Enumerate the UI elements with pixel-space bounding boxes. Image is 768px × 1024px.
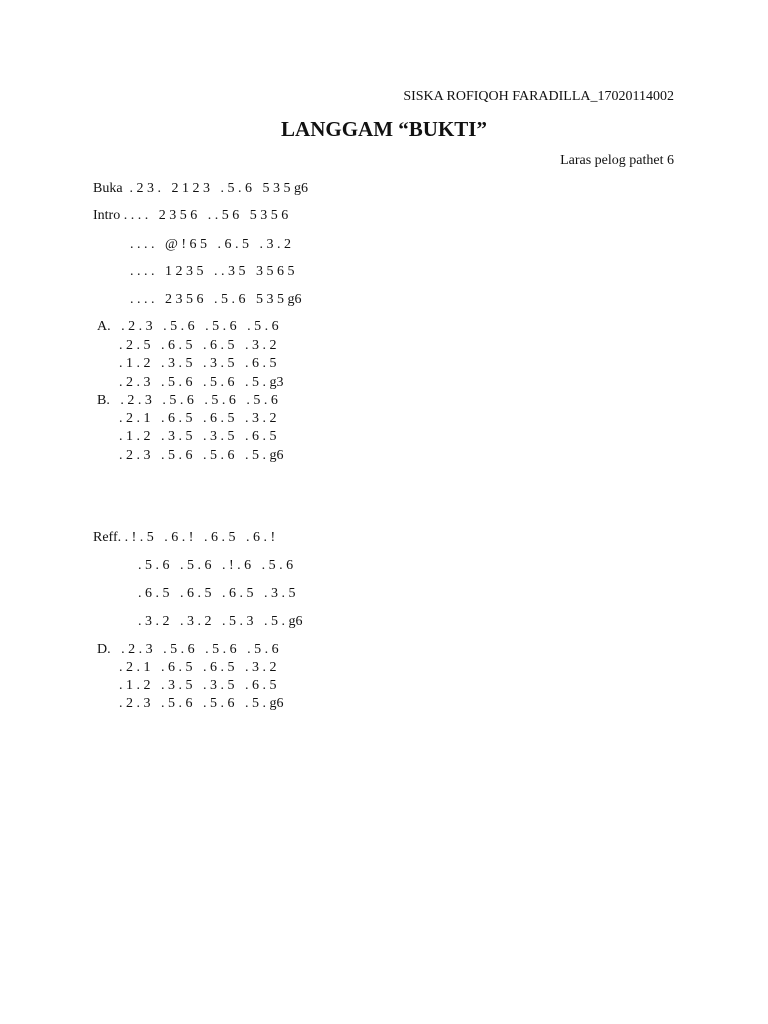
section-d-line-1: D. . 2 . 3 . 5 . 6 . 5 . 6 . 5 . 6: [97, 642, 279, 657]
section-d-line-3: . 1 . 2 . 3 . 5 . 3 . 5 . 6 . 5: [119, 678, 277, 693]
section-a-line-2: . 2 . 5 . 6 . 5 . 6 . 5 . 3 . 2: [119, 338, 277, 353]
section-b-line-4: . 2 . 3 . 5 . 6 . 5 . 6 . 5 . g6: [119, 448, 284, 463]
intro-line-1: Intro . . . . 2 3 5 6 . . 5 6 5 3 5 6: [93, 208, 289, 223]
song-title: LANGGAM “BUKTI”: [281, 117, 487, 141]
reff-line-2: . 5 . 6 . 5 . 6 . ! . 6 . 5 . 6: [138, 558, 294, 573]
tuning-subtitle: Laras pelog pathet 6: [560, 153, 674, 168]
section-a-line-4: . 2 . 3 . 5 . 6 . 5 . 6 . 5 . g3: [119, 375, 284, 390]
buka-line: Buka . 2 3 . 2 1 2 3 . 5 . 6 5 3 5 g6: [93, 181, 309, 196]
reff-line-3: . 6 . 5 . 6 . 5 . 6 . 5 . 3 . 5: [138, 586, 296, 601]
section-a-line-1: A. . 2 . 3 . 5 . 6 . 5 . 6 . 5 . 6: [97, 319, 279, 334]
section-a-line-3: . 1 . 2 . 3 . 5 . 3 . 5 . 6 . 5: [119, 356, 277, 371]
section-b-line-1: B. . 2 . 3 . 5 . 6 . 5 . 6 . 5 . 6: [97, 393, 278, 408]
section-d-line-4: . 2 . 3 . 5 . 6 . 5 . 6 . 5 . g6: [119, 696, 284, 711]
intro-line-2: . . . . @ ! 6 5 . 6 . 5 . 3 . 2: [130, 237, 292, 252]
section-d-line-2: . 2 . 1 . 6 . 5 . 6 . 5 . 3 . 2: [119, 660, 277, 675]
author-line: SISKA ROFIQOH FARADILLA_17020114002: [403, 89, 674, 104]
intro-line-4: . . . . 2 3 5 6 . 5 . 6 5 3 5 g6: [130, 292, 302, 307]
section-b-line-3: . 1 . 2 . 3 . 5 . 3 . 5 . 6 . 5: [119, 429, 277, 444]
reff-line-1: Reff. . ! . 5 . 6 . ! . 6 . 5 . 6 . !: [93, 530, 276, 545]
section-b-line-2: . 2 . 1 . 6 . 5 . 6 . 5 . 3 . 2: [119, 411, 277, 426]
reff-line-4: . 3 . 2 . 3 . 2 . 5 . 3 . 5 . g6: [138, 614, 303, 629]
intro-line-3: . . . . 1 2 3 5 . . 3 5 3 5 6 5: [130, 264, 295, 279]
